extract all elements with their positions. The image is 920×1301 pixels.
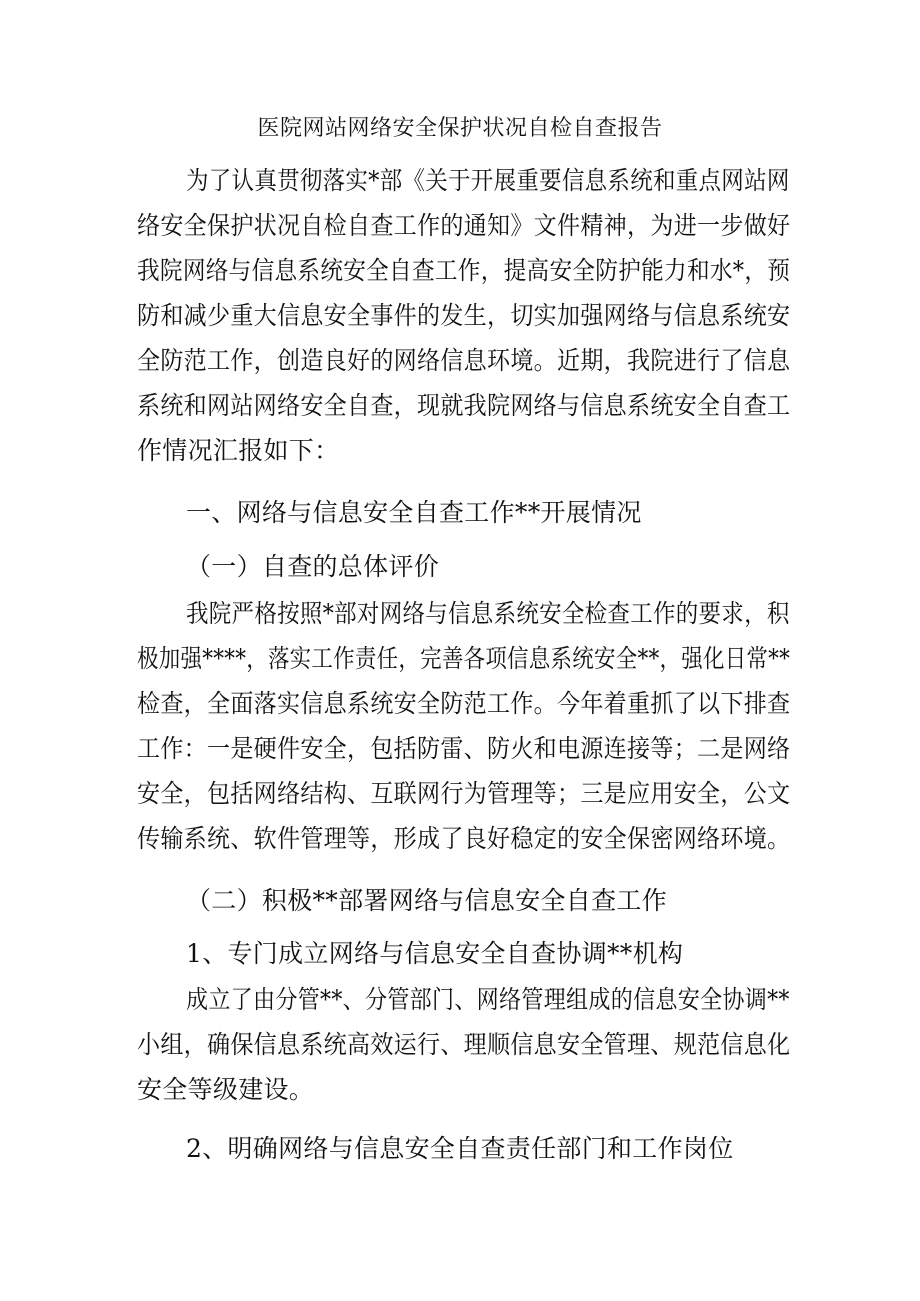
subsection-heading: （二）积极**部署网络与信息安全自查工作 xyxy=(186,886,668,915)
section-heading: 一、网络与信息安全自查工作**开展情况 xyxy=(186,498,642,527)
paragraph-line: 我院网络与信息系统安全自查工作，提高安全防护能力和水*，预 xyxy=(137,256,791,285)
paragraph-line: 极加强****，落实工作责任，完善各项信息系统安全**，强化日常** xyxy=(137,644,791,673)
paragraph-line: 小组，确保信息系统高效运行、理顺信息安全管理、规范信息化 xyxy=(137,1030,791,1059)
paragraph-line: 全防范工作，创造良好的网络信息环境。近期，我院进行了信息 xyxy=(137,346,791,375)
paragraph-line: 作情况汇报如下： xyxy=(137,436,340,465)
subsection-heading: （一）自查的总体评价 xyxy=(186,552,440,581)
paragraph-line: 我院严格按照*部对网络与信息系统安全检查工作的要求，积 xyxy=(186,599,790,628)
paragraph-line: 安全，包括网络结构、互联网行为管理等；三是应用安全，公文 xyxy=(137,779,791,808)
paragraph-line: 系统和网站网络安全自查，现就我院网络与信息系统安全自查工 xyxy=(137,391,791,420)
paragraph-line: 为了认真贯彻落实*部《关于开展重要信息系统和重点网站网 xyxy=(186,166,790,195)
paragraph-line: 传输系统、软件管理等，形成了良好稳定的安全保密网络环境。 xyxy=(137,824,791,853)
document-title: 医院网站网络安全保护状况自检自查报告 xyxy=(257,116,663,141)
item-heading: 2、明确网络与信息安全自查责任部门和工作岗位 xyxy=(186,1134,734,1163)
paragraph-line: 工作：一是硬件安全，包括防雷、防火和电源连接等；二是网络 xyxy=(137,734,791,763)
paragraph-line: 络安全保护状况自检自查工作的通知》文件精神，为进一步做好 xyxy=(137,211,791,240)
item-heading: 1、专门成立网络与信息安全自查协调**机构 xyxy=(186,939,684,968)
paragraph-line: 防和减少重大信息安全事件的发生，切实加强网络与信息系统安 xyxy=(137,301,791,330)
paragraph-line: 检查，全面落实信息系统安全防范工作。今年着重抓了以下排查 xyxy=(137,689,791,718)
paragraph-line: 成立了由分管**、分管部门、网络管理组成的信息安全协调** xyxy=(186,985,790,1014)
paragraph-line: 安全等级建设。 xyxy=(137,1075,315,1104)
